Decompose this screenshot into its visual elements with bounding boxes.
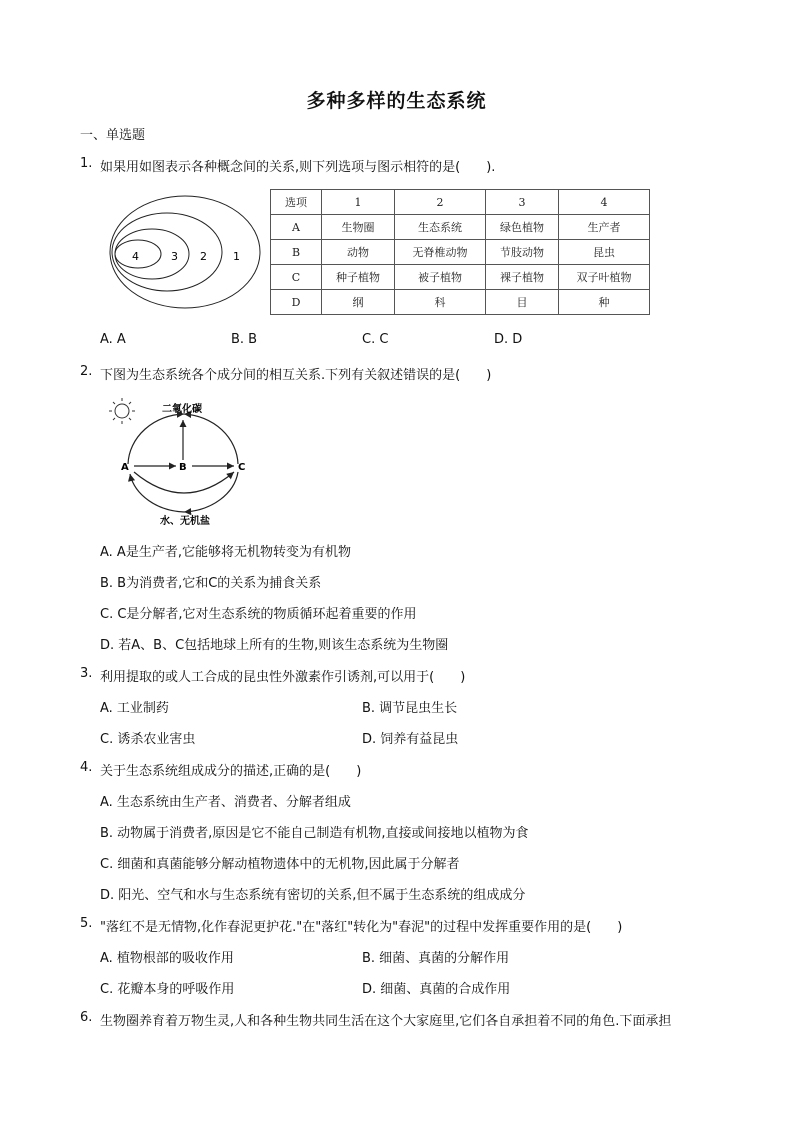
q1-number: 1.	[80, 156, 93, 171]
q6-text: 生物圈养育着万物生灵,人和各种生物共同生活在这个大家庭里,它们各自承担着不同的角色.下面承担	[100, 1014, 672, 1029]
q5-number: 5.	[80, 916, 93, 931]
q2-option-b[interactable]: B. B为消费者,它和C的关系为捕食关系	[100, 576, 322, 591]
table-cell: 裸子植物	[485, 265, 558, 290]
table-cell: D	[271, 290, 322, 315]
q1-option-d[interactable]: D. D	[494, 332, 523, 347]
table-header-cell: 选项	[271, 190, 322, 215]
table-cell: 目	[485, 290, 558, 315]
q5-option-d[interactable]: D. 细菌、真菌的合成作用	[362, 982, 511, 997]
table-row	[271, 290, 650, 315]
table-cell: 生产者	[559, 215, 650, 240]
q1-ellipse-label-4: 4	[132, 250, 139, 263]
table-cell: 纲	[322, 290, 395, 315]
diagram-label-co2: 二氧化碳	[162, 404, 202, 415]
q4-number: 4.	[80, 760, 93, 775]
table-cell: 昆虫	[559, 240, 650, 265]
q6-number: 6.	[80, 1010, 93, 1025]
table-cell: 被子植物	[395, 265, 486, 290]
table-cell: 绿色植物	[485, 215, 558, 240]
q2-option-d[interactable]: D. 若A、B、C包括地球上所有的生物,则该生态系统为生物圈	[100, 638, 449, 653]
q1-option-a[interactable]: A. A	[100, 332, 126, 347]
q4-option-b[interactable]: B. 动物属于消费者,原因是它不能自己制造有机物,直接或间接地以植物为食	[100, 826, 529, 841]
q5-option-a[interactable]: A. 植物根部的吸收作用	[100, 951, 234, 966]
table-cell: 无脊椎动物	[395, 240, 486, 265]
table-header-cell: 1	[322, 190, 395, 215]
q4-option-a[interactable]: A. 生态系统由生产者、消费者、分解者组成	[100, 795, 351, 810]
q2-text: 下图为生态系统各个成分间的相互关系.下列有关叙述错误的是( )	[100, 368, 492, 383]
q2-number: 2.	[80, 364, 93, 379]
table-cell: 种	[559, 290, 650, 315]
table-row	[271, 240, 650, 265]
q5-option-c[interactable]: C. 花瓣本身的呼吸作用	[100, 982, 235, 997]
q2-option-c[interactable]: C. C是分解者,它对生态系统的物质循环起着重要的作用	[100, 607, 417, 622]
table-header-cell: 2	[395, 190, 486, 215]
q1-text: 如果用如图表示各种概念间的关系,则下列选项与图示相符的是( ).	[100, 160, 496, 175]
table-cell: 动物	[322, 240, 395, 265]
q3-number: 3.	[80, 666, 93, 681]
sun-icon	[109, 398, 135, 424]
q2-option-a[interactable]: A. A是生产者,它能够将无机物转变为有机物	[100, 545, 351, 560]
q3-text: 利用提取的或人工合成的昆虫性外激素作引诱剂,可以用于( )	[100, 670, 466, 685]
q1-ellipse-label-1: 1	[233, 250, 240, 263]
table-row	[271, 265, 650, 290]
table-cell: 双子叶植物	[559, 265, 650, 290]
table-header-row	[271, 190, 650, 215]
q3-option-b[interactable]: B. 调节昆虫生长	[362, 701, 458, 716]
q4-option-c[interactable]: C. 细菌和真菌能够分解动植物遗体中的无机物,因此属于分解者	[100, 857, 460, 872]
table-row	[271, 215, 650, 240]
q5-option-b[interactable]: B. 细菌、真菌的分解作用	[362, 951, 510, 966]
q4-text: 关于生态系统组成成分的描述,正确的是( )	[100, 764, 362, 779]
q3-option-a[interactable]: A. 工业制药	[100, 701, 169, 716]
table-cell: 生态系统	[395, 215, 486, 240]
q1-nested-ellipse-diagram	[108, 192, 268, 310]
q5-text: "落红不是无情物,化作春泥更护花."在"落红"转化为"春泥"的过程中发挥重要作用的是( )	[100, 920, 623, 935]
diagram-label-b: B	[179, 462, 187, 473]
q3-option-d[interactable]: D. 饲养有益昆虫	[362, 732, 459, 747]
q1-ellipse-label-2: 2	[200, 250, 207, 263]
q2-ecosystem-diagram	[104, 396, 264, 530]
table-cell: 种子植物	[322, 265, 395, 290]
q1-concept-table	[270, 189, 650, 315]
table-cell: 节肢动物	[485, 240, 558, 265]
table-header-cell: 3	[485, 190, 558, 215]
q4-option-d[interactable]: D. 阳光、空气和水与生态系统有密切的关系,但不属于生态系统的组成成分	[100, 888, 526, 903]
table-cell: B	[271, 240, 322, 265]
page-title: 多种多样的生态系统	[306, 90, 487, 112]
table-cell: 生物圈	[322, 215, 395, 240]
diagram-label-water-salts: 水、无机盐	[160, 516, 210, 527]
q1-option-b[interactable]: B. B	[231, 332, 258, 347]
q1-ellipse-label-3: 3	[171, 250, 178, 263]
q1-option-c[interactable]: C. C	[362, 332, 389, 347]
table-cell: A	[271, 215, 322, 240]
table-cell: 科	[395, 290, 486, 315]
q3-option-c[interactable]: C. 诱杀农业害虫	[100, 732, 196, 747]
table-header-cell: 4	[559, 190, 650, 215]
diagram-label-c: C	[238, 462, 246, 473]
table-cell: C	[271, 265, 322, 290]
section-heading: 一、单选题	[80, 128, 146, 143]
diagram-label-a: A	[121, 462, 129, 473]
